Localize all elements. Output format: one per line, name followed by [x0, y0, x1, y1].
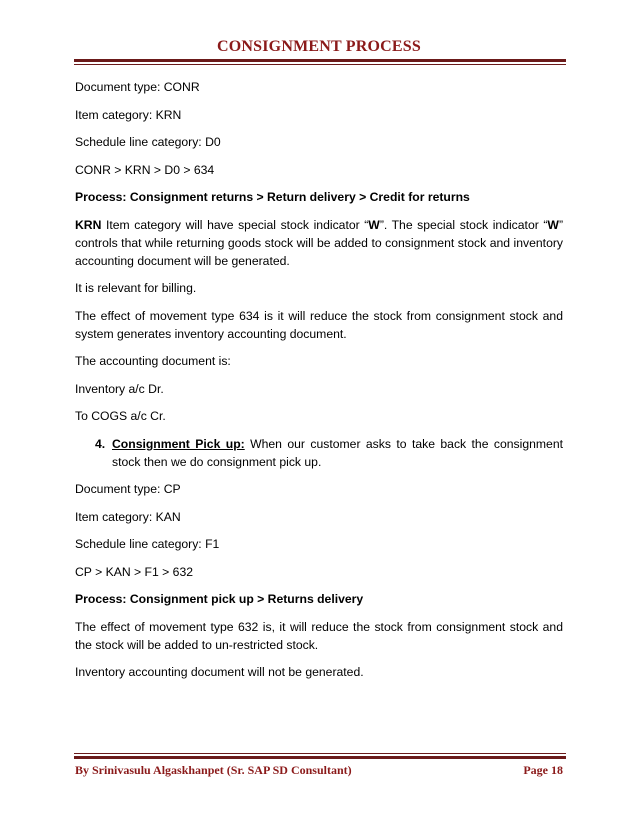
- footer-page-number: Page 18: [523, 763, 563, 777]
- schedule-line-category-f1-line: Schedule line category: F1: [75, 537, 220, 551]
- pickup-process-heading: Process: Consignment pick up > Returns delivery: [75, 592, 364, 606]
- schedule-line-category-line: Schedule line category: D0: [75, 135, 221, 149]
- list-item-title: Consignment Pick up:: [112, 436, 245, 451]
- footer-author: By Srinivasulu Algaskhanpet (Sr. SAP SD Consultant): [75, 763, 352, 777]
- list-item-consignment-pickup: [75, 435, 563, 471]
- movement-634-paragraph: The effect of movement type 634 is it will reduce the stock from consignment stock and system generates inventory accounting document.: [75, 308, 563, 341]
- stock-indicator-1: W: [368, 217, 380, 232]
- krn-text-2: ”. The special stock indicator “: [379, 217, 548, 232]
- no-accounting-doc-note: Inventory accounting document will not be generated.: [75, 665, 364, 679]
- krn-text-1: Item category will have special stock indicator “: [101, 217, 369, 232]
- list-number: 4.: [95, 436, 106, 451]
- page-title: CONSIGNMENT PROCESS: [217, 38, 421, 55]
- movement-632-paragraph: The effect of movement type 632 is, it will reduce the stock from consignment stock and the stock will be added to un-restricted stock.: [75, 619, 563, 652]
- list-item-text: When our customer asks to take back the consignment stock then we do consignment pick up.: [112, 436, 564, 469]
- krn-text-3: ” controls that while returning goods stock will be added to consignment stock and inventory accounting document will be generated.: [75, 217, 563, 268]
- stock-indicator-2: W: [547, 217, 559, 232]
- page-footer: [75, 763, 563, 778]
- krn-paragraph: [75, 216, 563, 270]
- accounting-doc-intro: The accounting document is:: [75, 354, 231, 368]
- inventory-entry: Inventory a/c Dr.: [75, 381, 164, 396]
- item-category-line: Item category: KRN: [75, 107, 182, 122]
- cogs-entry: To COGS a/c Cr.: [75, 409, 166, 423]
- process-heading: Process: Consignment returns > Return delivery > Credit for returns: [75, 190, 470, 204]
- document-type-cp-line: Document type: CP: [75, 482, 181, 496]
- krn-lead: KRN: [75, 217, 102, 232]
- document-body: [75, 78, 563, 691]
- header-rule-thin: [74, 64, 566, 65]
- pickup-determination-sequence: CP > KAN > F1 > 632: [75, 564, 193, 579]
- billing-relevance: It is relevant for billing.: [75, 281, 197, 295]
- footer-rule-thick: [74, 756, 566, 759]
- footer-rule-thin: [74, 753, 566, 754]
- document-type-line: Document type: CONR: [75, 80, 200, 94]
- item-category-kan-line: Item category: KAN: [75, 509, 181, 524]
- determination-sequence: CONR > KRN > D0 > 634: [75, 162, 215, 177]
- header-rule-thick: [74, 59, 566, 62]
